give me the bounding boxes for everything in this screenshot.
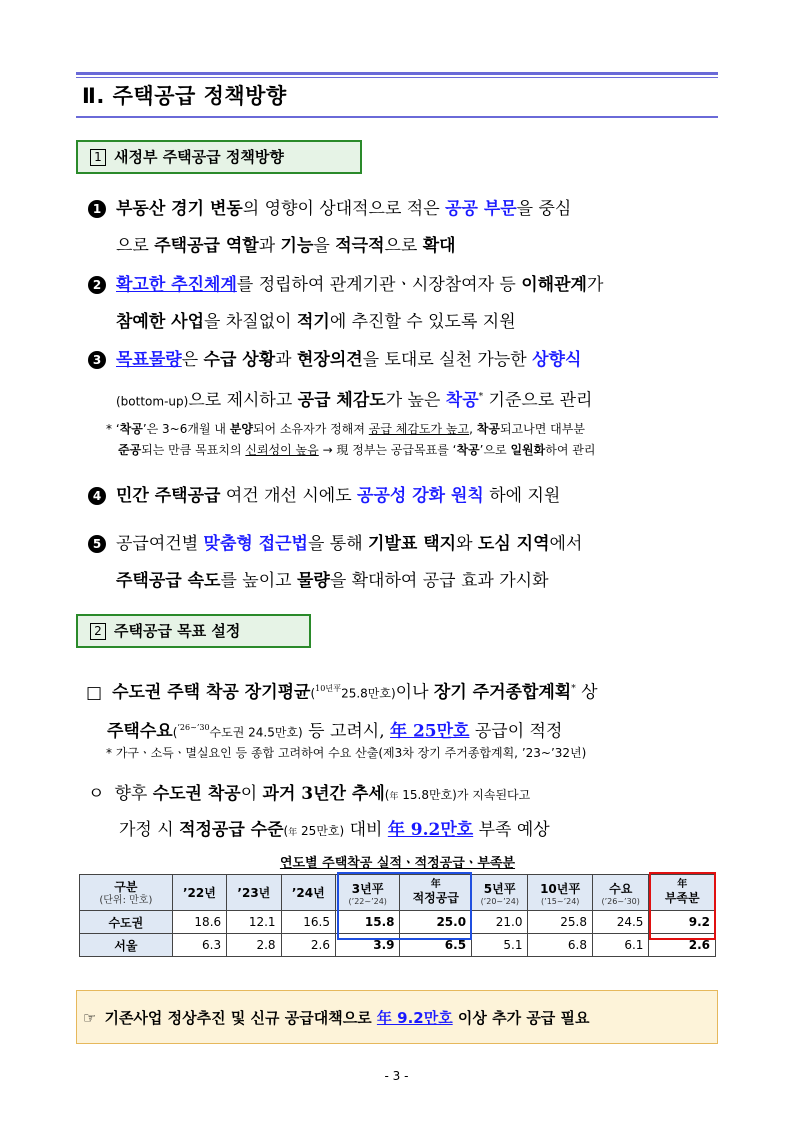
cell: 6.3: [172, 934, 226, 957]
subsection-1-number: 1: [90, 149, 106, 166]
cell: 24.5: [592, 911, 648, 934]
text: ’으로: [479, 443, 511, 457]
text: 를 높이고: [220, 571, 297, 591]
text: 25만호): [297, 824, 345, 838]
cell: 6.8: [528, 934, 593, 957]
text: 물량: [296, 571, 330, 591]
text: 맞춤형 접근법: [203, 534, 308, 554]
text: 참예한 사업: [116, 312, 205, 332]
text: 등 고려시,: [302, 721, 391, 742]
text: 구분: [114, 880, 138, 894]
header-3yr-avg: [335, 875, 400, 911]
cell: 25.8: [528, 911, 593, 934]
text: 상: [575, 682, 598, 703]
section-title: Ⅱ. 주택공급 정책방향: [82, 84, 287, 108]
text: 되어 소유자가 정해져: [252, 422, 369, 436]
text: 으로: [384, 236, 423, 256]
text: 3년平: [351, 881, 384, 896]
bullet-4: 4: [88, 487, 106, 505]
text: 착공: [476, 422, 500, 436]
page-number: - 3 -: [384, 1069, 409, 1083]
text: (: [384, 788, 390, 802]
text: 25.8만호): [341, 686, 396, 701]
text: 으로 제시하고: [188, 390, 298, 411]
text: 이: [240, 784, 263, 804]
text: 분양: [229, 422, 253, 436]
text: 준공: [118, 443, 142, 457]
text: 적정공급: [412, 890, 459, 905]
text: 부족분: [664, 890, 700, 905]
text: 의 영향이 상대적으로 적은: [242, 199, 446, 219]
text: 를 정립하여 관계기관ㆍ시장참여자 등: [236, 275, 522, 295]
text: 적기: [296, 312, 330, 332]
text: 을 토대로 실천 가능한: [362, 350, 533, 370]
text: 가정 시: [119, 820, 180, 840]
text: → 現 정부는 공급목표를 ‘: [318, 443, 457, 457]
text: 장기 주거종합계획: [433, 682, 572, 703]
text: ’23년: [237, 886, 271, 900]
text: 기발표 택지: [368, 534, 457, 554]
subsection-2-title: 주택공급 목표 설정: [114, 622, 241, 640]
subsection-2-header: [76, 614, 311, 648]
text: 공급이 적정: [469, 721, 563, 742]
subsection-2-number: 2: [90, 623, 106, 640]
text: 을 통해: [307, 534, 369, 554]
text: 기준으로 관리: [483, 390, 593, 411]
text: 주택공급 역할: [154, 236, 259, 256]
cell: 9.2: [649, 911, 716, 934]
header-rule-top-thin: [76, 77, 718, 78]
text: 도심 지역: [477, 534, 550, 554]
bullet-1: 1: [88, 200, 106, 218]
text: 年 9.2만호: [387, 820, 474, 840]
text: 年: [389, 792, 399, 802]
policy-item-2: [88, 267, 720, 341]
text: (’15~’24): [541, 896, 580, 906]
text: 이상 추가 공급 필요: [452, 1009, 590, 1027]
policy-item-3: [88, 342, 720, 421]
text: 10년平: [540, 881, 581, 896]
text: 향후: [114, 784, 153, 804]
text: (bottom-up): [116, 394, 189, 409]
text: 에 추진할 수 있도록 지원: [329, 312, 516, 332]
text: 을 차질없이: [204, 312, 297, 332]
header-rule-bottom: [76, 116, 718, 118]
header-2022: [172, 875, 226, 911]
text: (: [283, 824, 289, 838]
text: 적극적: [335, 236, 385, 256]
circle-bullet-icon: ㅇ: [88, 784, 105, 804]
text: 공공성 강화 원칙: [357, 486, 484, 506]
text: 와: [456, 534, 478, 554]
text: 15.8만호)가 지속된다고: [398, 788, 531, 802]
header-shortage: [649, 875, 716, 911]
cell: 21.0: [472, 911, 528, 934]
table-row-seoul: [80, 934, 716, 957]
cell: 15.8: [335, 911, 400, 934]
text: ’24년: [291, 886, 325, 900]
text: 부동산 경기 변동: [116, 199, 243, 219]
text: 年: [288, 828, 298, 838]
text: 하여 관리: [545, 443, 596, 457]
starts-table: [79, 874, 716, 957]
text: 을: [313, 236, 336, 256]
cell: 3.9: [335, 934, 400, 957]
text: 신뢰성이 높음: [245, 443, 319, 457]
text: 대비: [344, 820, 388, 840]
header-2024: [281, 875, 335, 911]
text: 수도권 24.5만호): [209, 725, 303, 740]
text: 이나: [395, 682, 434, 703]
text: 수요: [609, 881, 633, 896]
policy-item-1: [88, 191, 720, 265]
policy-item-5: [88, 526, 720, 600]
text: 年: [430, 878, 441, 890]
text: (’20~’24): [480, 896, 519, 906]
table-caption: [79, 852, 716, 871]
text: (단위: 만호): [99, 895, 153, 906]
header-rule-top: [76, 72, 718, 75]
text: 주택공급 속도: [116, 571, 221, 591]
header-10yr-avg: [528, 875, 593, 911]
footnote-mark: *: [478, 392, 484, 402]
text: 확대: [422, 236, 456, 256]
checkbox-icon: □: [86, 682, 103, 703]
text: 공급 체감도가 높고: [368, 422, 470, 436]
text: 하에 지원: [483, 486, 561, 506]
cell: 6.5: [400, 934, 472, 957]
text: 年 9.2만호: [376, 1009, 453, 1027]
text: 10년平: [315, 684, 342, 693]
text: 민간 주택공급: [116, 486, 221, 506]
text: 기존사업 정상추진 및 신규 공급대책으로: [104, 1009, 377, 1027]
text: 되고나면 대부분: [499, 422, 585, 436]
subsection-1-title: 새정부 주택공급 정책방향: [114, 148, 284, 166]
text: 에서: [549, 534, 583, 554]
text: ’22년: [183, 886, 216, 900]
cell: 6.1: [592, 934, 648, 957]
bullet-5: 5: [88, 535, 106, 553]
text: 상향식: [532, 350, 582, 370]
row-label: 수도권: [80, 911, 173, 934]
header-category: [80, 875, 173, 911]
cell: 2.6: [281, 934, 335, 957]
text: ’은 3~6개월 내: [142, 422, 230, 436]
bullet-3: 3: [88, 351, 106, 369]
text: 목표물량: [116, 350, 182, 370]
cell: 2.6: [649, 934, 716, 957]
header-5yr-avg: [472, 875, 528, 911]
text: 年: [677, 878, 688, 890]
bullet-2: 2: [88, 276, 106, 294]
text: 되는 만큼 목표치의: [141, 443, 246, 457]
text: 을 중심: [516, 199, 572, 219]
text: (: [172, 725, 178, 740]
text: (’26~’30): [601, 896, 640, 906]
text: 을 확대하여 공급 효과 가시화: [329, 571, 549, 591]
text: (: [310, 686, 316, 701]
target-paragraph: [86, 672, 722, 749]
text: 부족 예상: [473, 820, 550, 840]
text: 과: [258, 236, 281, 256]
text: 현장의견: [296, 350, 363, 370]
cell: 5.1: [472, 934, 528, 957]
text: 착공: [119, 422, 143, 436]
cell: 25.0: [400, 911, 472, 934]
header-2023: [227, 875, 281, 911]
text: 공공 부문: [445, 199, 517, 219]
text: 수급 상황: [203, 350, 276, 370]
text: 年 25만호: [390, 721, 470, 742]
cell: 18.6: [172, 911, 226, 934]
cell: 16.5: [281, 911, 335, 934]
conclusion-box: [76, 990, 718, 1044]
pointing-hand-icon: ☞: [83, 1009, 97, 1027]
text: 으로: [116, 236, 155, 256]
text: ’26~’30: [177, 722, 210, 732]
text: 가 높은: [385, 390, 446, 411]
cell: 12.1: [227, 911, 281, 934]
policy-item-4: [88, 478, 720, 515]
text: 확고한 추진체계: [116, 275, 237, 295]
text: 과거 3년간 추세: [262, 784, 385, 804]
text: 5년平: [483, 881, 516, 896]
text: 여건 개선 시에도: [220, 486, 358, 506]
note-demand-calc: * 가구ㆍ소득ㆍ멸실요인 등 종합 고려하여 수요 산출(제3차 장기 주거종합계획, ’23~’32년): [106, 746, 587, 760]
text: 이해관계: [521, 275, 587, 295]
cell: 2.8: [227, 934, 281, 957]
text: 과: [275, 350, 297, 370]
text: 착공: [445, 390, 479, 411]
row-label: 서울: [80, 934, 173, 957]
text: 가: [586, 275, 604, 295]
text: (’22~’24): [348, 896, 387, 906]
text: 공급여건별: [116, 534, 204, 554]
text: 수도권 착공: [152, 784, 241, 804]
header-proper-supply: [400, 875, 472, 911]
text: 연도별 주택착공 실적ㆍ적정공급ㆍ부족분: [279, 856, 516, 871]
text: 착공: [456, 443, 480, 457]
shortage-paragraph: [88, 778, 722, 850]
text: 적정공급 수준: [179, 820, 284, 840]
text: 공급 체감도: [297, 390, 386, 411]
text: 은: [181, 350, 204, 370]
text: 주택수요: [107, 721, 173, 742]
text: ,: [469, 422, 477, 436]
table-row-capital-area: [80, 911, 716, 934]
text: 기능: [280, 236, 314, 256]
subsection-1-header: [76, 140, 362, 174]
note-construction-start: [106, 419, 721, 461]
header-demand: [592, 875, 648, 911]
text: 수도권 주택 착공 장기평균: [112, 682, 311, 703]
footnote-mark: *: [571, 684, 576, 694]
text: * ‘: [106, 422, 120, 436]
text: 일원화: [510, 443, 546, 457]
